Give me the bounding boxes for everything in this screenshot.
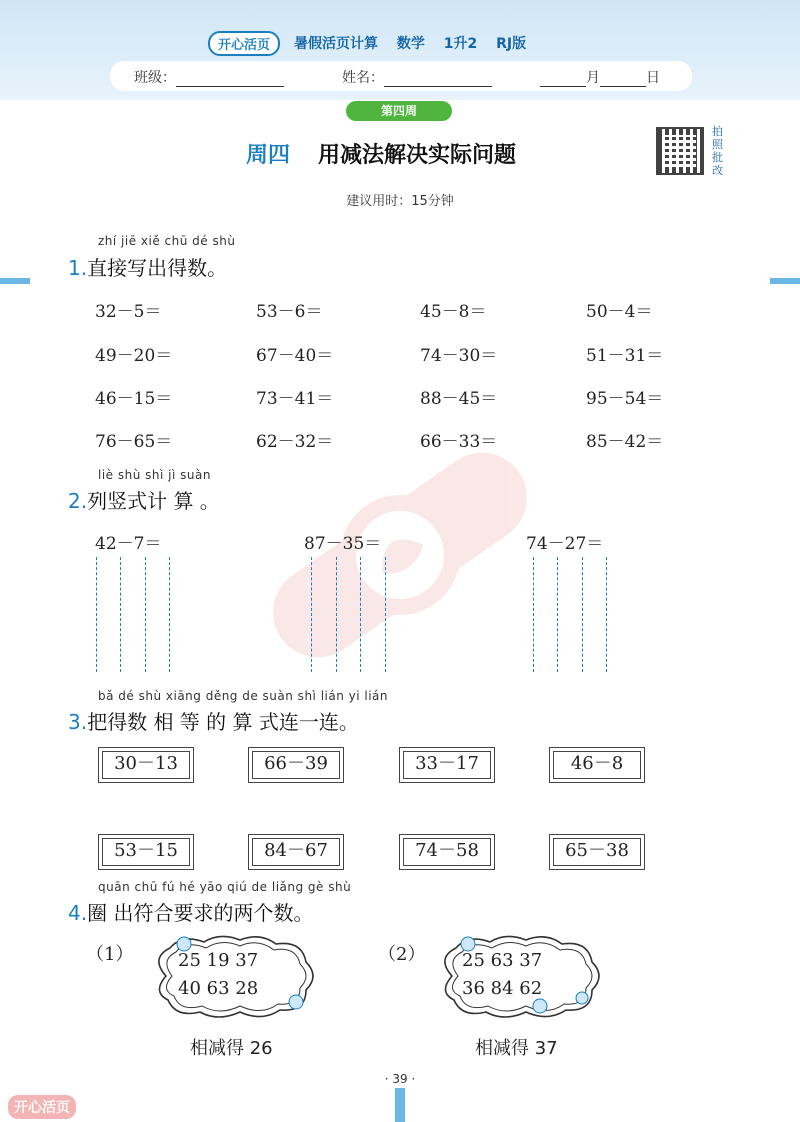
q4-part-label: （1） [86,944,134,965]
q1-pinyin: zhí jiē xiě chū dé shù [98,234,236,248]
q1-item: 46－15＝ [95,389,173,409]
match-box-top[interactable]: 33－17 [399,747,495,783]
vertical-calc-grid [533,557,534,672]
q4-heading: 4.圈 出符合要求的两个数。 [68,901,314,925]
qr-code-icon[interactable] [656,127,704,175]
brand-logo: 开心活页 [208,31,280,56]
q1-item: 49－20＝ [95,346,173,366]
q3-pinyin: bǎ dé shù xiāng děng de suàn shì lián yi lián [98,689,389,703]
q1-item: 85－42＝ [586,432,664,452]
q2-heading: 2.列竖式计 算 。 [68,489,220,513]
vertical-calc-grid [606,557,607,672]
page-bar [395,1088,405,1122]
q1-item: 53－6＝ [256,302,323,322]
vertical-calc-grid [582,557,583,672]
q1-item: 74－30＝ [420,346,498,366]
cloud-numbers-row[interactable]: 40 63 28 [178,978,259,999]
cloud-numbers-row[interactable]: 25 63 37 [462,950,543,971]
edition: RJ版 [496,36,527,52]
side-tab-right [770,278,800,284]
student-info-bar [110,61,692,91]
name-field[interactable]: 姓名： [342,67,492,87]
title-topic: 用减法解决实际问题 [318,143,517,168]
q1-item: 76－65＝ [95,432,173,452]
vertical-calc-grid [145,557,146,672]
week-tag: 第四周 [346,101,452,121]
cloud-numbers-row[interactable]: 25 19 37 [178,950,259,971]
cloud-frame-icon [432,930,608,1022]
time-hint: 建议用时：15分钟 [346,194,454,209]
q4-diff-label: 相减得 26 [190,1038,273,1059]
match-box-bottom[interactable]: 74－58 [399,834,495,870]
vertical-calc-grid [169,557,170,672]
cloud-numbers-row[interactable]: 36 84 62 [462,978,543,999]
page-title [246,138,516,169]
q3-heading: 3.把得数 相 等 的 算 式连一连。 [68,710,359,734]
vertical-calc-grid [120,557,121,672]
q2-item: 74－27＝ [526,534,604,554]
q2-pinyin: liè shù shì jì suàn [98,468,211,482]
match-box-bottom[interactable]: 65－38 [549,834,645,870]
qr-side-label: 拍照批改 [712,125,723,177]
grade: 1升2 [443,36,478,52]
side-tab-left [0,278,30,284]
q1-item: 51－31＝ [586,346,664,366]
vertical-calc-grid [96,557,97,672]
q1-item: 88－45＝ [420,389,498,409]
q1-item: 95－54＝ [586,389,664,409]
footer-logo: 开心活页 [8,1095,76,1119]
q4-part-label: （2） [378,944,426,965]
brand-row [208,32,540,54]
q4-diff-label: 相减得 37 [475,1038,558,1059]
q2-item: 87－35＝ [304,534,382,554]
q1-item: 67－40＝ [256,346,334,366]
cloud-frame-icon [146,930,322,1022]
brand-text [294,33,540,53]
date-field[interactable]: 月 日 [540,67,660,87]
q1-item: 66－33＝ [420,432,498,452]
vertical-calc-grid [360,557,361,672]
q1-item: 62－32＝ [256,432,334,452]
vertical-calc-grid [385,557,386,672]
q1-heading: 1.直接写出得数。 [68,256,228,280]
series-name: 暑假活页计算 [294,36,379,52]
q1-item: 32－5＝ [95,302,162,322]
match-box-top[interactable]: 30－13 [98,747,194,783]
match-box-bottom[interactable]: 53－15 [98,834,194,870]
match-box-bottom[interactable]: 84－67 [248,834,344,870]
match-box-top[interactable]: 46－8 [549,747,645,783]
q4-pinyin: quān chū fú hé yāo qiú de liǎng gè shù [98,880,352,894]
class-field[interactable]: 班级： [134,67,284,87]
match-box-top[interactable]: 66－39 [248,747,344,783]
q1-item: 50－4＝ [586,302,653,322]
q1-item: 45－8＝ [420,302,487,322]
vertical-calc-grid [336,557,337,672]
page-number: · 39 · [384,1072,416,1086]
vertical-calc-grid [311,557,312,672]
title-day: 周四 [246,143,291,168]
subject: 数学 [396,36,425,52]
vertical-calc-grid [557,557,558,672]
q1-item: 73－41＝ [256,389,334,409]
q2-item: 42－7＝ [95,534,162,554]
